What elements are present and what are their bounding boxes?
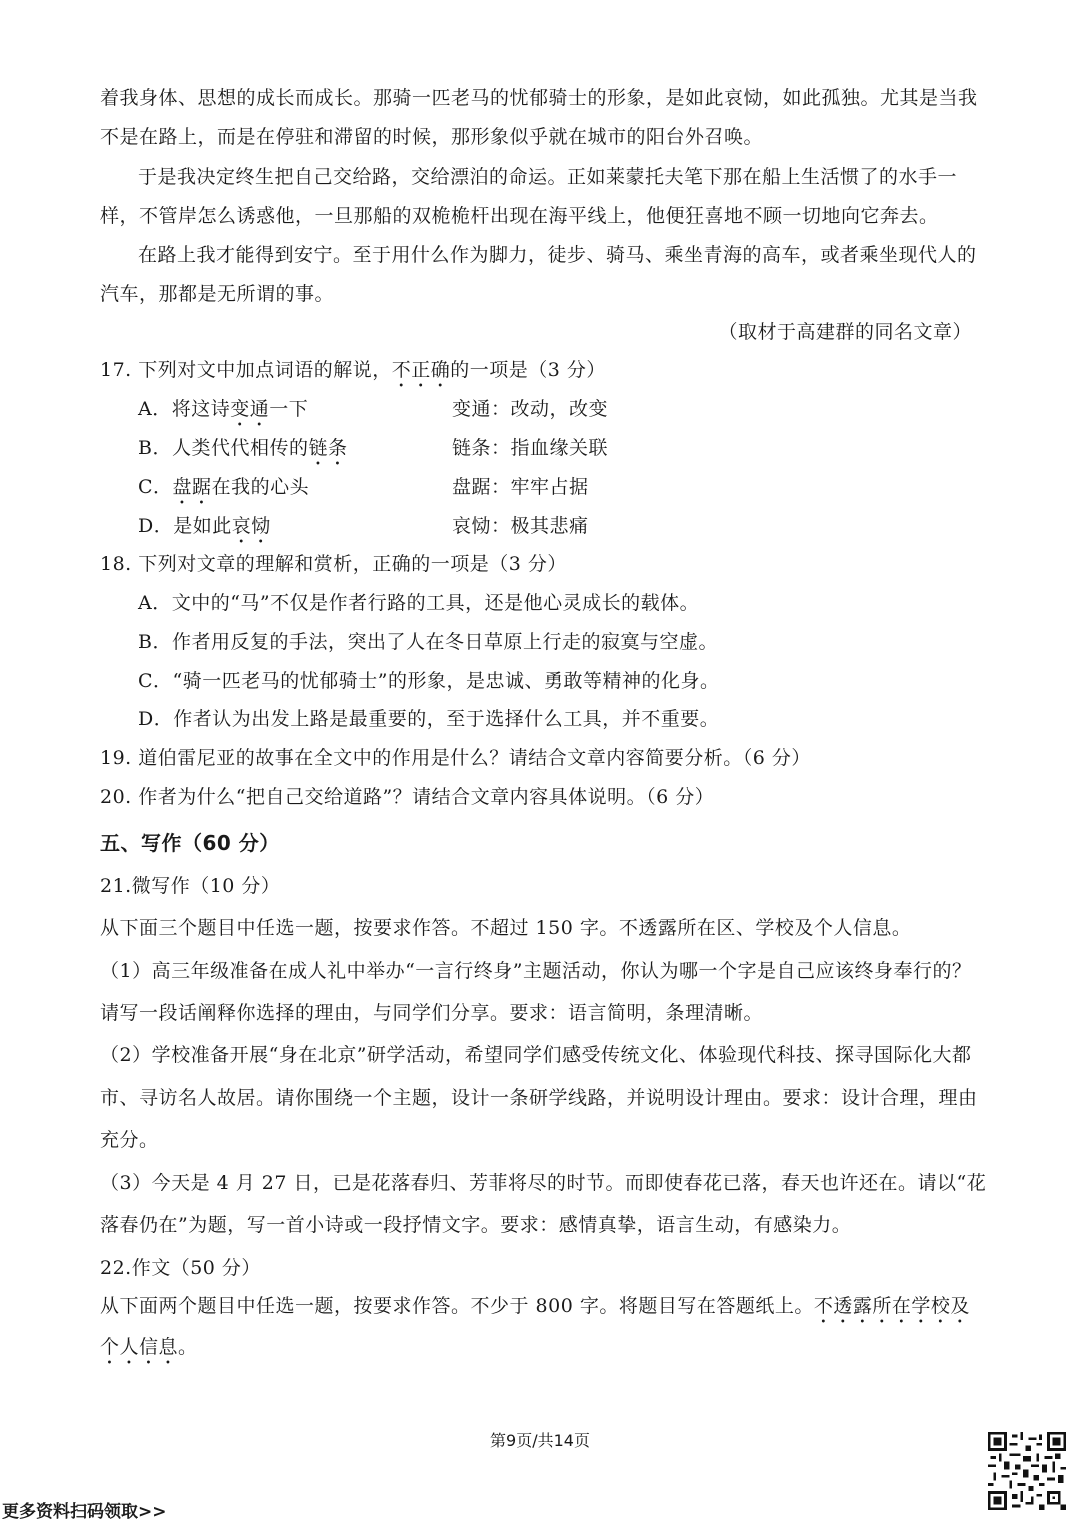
question-21-item-2: 市、寻访名人故居。请你围绕一个主题，设计一条研学线路，并说明设计理由。要求：设计合理，理由 bbox=[100, 1087, 978, 1109]
question-21-title: 21.微写作（10 分） bbox=[100, 875, 281, 897]
passage-line: 不是在路上，而是在停驻和滞留的时候，那形象似乎就在城市的阳台外召唤。 bbox=[100, 126, 764, 148]
passage-line: 于是我决定终生把自己交给路，交给漂泊的命运。正如莱蒙托夫笔下那在船上生活惯了的水手一 bbox=[138, 166, 958, 188]
passage-line: 着我身体、思想的成长而成长。那骑一匹老马的忧郁骑士的形象，是如此哀恸，如此孤独。尤其是当我 bbox=[100, 87, 978, 109]
exam-page: 着我身体、思想的成长而成长。那骑一匹老马的忧郁骑士的形象，是如此哀恸，如此孤独。尤其是当我 不是在路上，而是在停驻和滞留的时候，那形象似乎就在城市的阳台外召唤。 于是我决定终生把自己交给路，交给漂泊的命运。正如莱蒙托夫笔下那在船上生活惯了的水手一 样，不管岸怎么诱惑他，一旦那船的双桅桅杆出现在海平线上，他便狂喜地不顾一切地向它奔去。 在路上我才能得到安宁。至于用什么作为脚力，徒步、骑马、乘坐青海的高车，或者乘坐现代人的 汽车，那都是无所谓的事。 （取材于高建群的同名文章） 17. 下列对文中加点词语的解说，不正确的一项是（3 分） A．将这诗变通一下 变通：改动，改变 B．人类代代相传的链条 链条：指血缘关联 C．盘踞在我的心头 盘踞：牢牢占据 D．是如此哀恸 哀恸：极其悲痛 18. 下列对文章的理解和赏析，正确的一项是（3 分） A．文中的“马”不仅是作者行路的工具，还是他心灵成长的载体。 B．作者用反复的手法，突出了人在冬日草原上行走的寂寞与空虚。 C．“骑一匹老马的忧郁骑士”的形象，是忠诚、勇敢等精神的化身。 D．作者认为出发上路是最重要的，至于选择什么工具，并不重要。 19. 道伯雷尼亚的故事在全文中的作用是什么？请结合文章内容简要分析。（6 分） 20. 作者为什么“把自己交给道路”？请结合文章内容具体说明。（6 分） 五、写作（60 分） 21.微写作（10 分） 从下面三个题目中任选一题，按要求作答。不超过 150 字。不透露所在区、学校及个人信息。 （1）高三年级准备在成人礼中举办“一言行终身”主题活动，你认为哪一个字是自己应该终身奉行的？ 请写一段话阐释你选择的理由，与同学们分享。要求：语言简明，条理清晰。 （2）学校准备开展“身在北京”研学活动，希望同学们感受传统文化、体验现代科技、探寻国际化大都 市、寻访名人故居。请你围绕一个主题，设计一条研学线路，并说明设计理由。要求：设计合理，理由 充分。 （3）今天是 4 月 27 日，已是花落春归、芳菲将尽的时节。而即使春花已落，春天也许还在。请以“花 落春仍在”为题，写一首小诗或一段抒情文字。要求：感情真挚，语言生动，有感染力。 22.作文（50 分） 从下面两个题目中任选一题，按要求作答。不少于 800 字。将题目写在答题纸上。不透露所在学校及 个人信息。 第9页/共14页 更多资料扫码领取>> bbox=[0, 0, 1080, 1527]
question-18-option-b: B．作者用反复的手法，突出了人在冬日草原上行走的寂寞与空虚。 bbox=[138, 631, 718, 653]
question-19: 19. 道伯雷尼亚的故事在全文中的作用是什么？请结合文章内容简要分析。（6 分） bbox=[100, 747, 811, 769]
question-20: 20. 作者为什么“把自己交给道路”？请结合文章内容具体说明。（6 分） bbox=[100, 786, 715, 808]
promo-text: 更多资料扫码领取>> bbox=[2, 1502, 167, 1522]
question-18-option-c: C．“骑一匹老马的忧郁骑士”的形象，是忠诚、勇敢等精神的化身。 bbox=[138, 670, 720, 692]
question-21-item-2: 充分。 bbox=[100, 1129, 159, 1151]
qr-code-icon bbox=[988, 1432, 1066, 1510]
question-17-stem: 17. 下列对文中加点词语的解说，不正确的一项是（3 分） bbox=[100, 359, 606, 381]
question-21-item-2: （2）学校准备开展“身在北京”研学活动，希望同学们感受传统文化、体验现代科技、探寻国际化大都 bbox=[100, 1044, 972, 1066]
question-22-intro: 个人信息。 bbox=[100, 1336, 198, 1358]
question-21-item-3: （3）今天是 4 月 27 日，已是花落春归、芳菲将尽的时节。而即使春花已落，春天也许还在。请以“花 bbox=[100, 1172, 987, 1194]
question-21-item-1: （1）高三年级准备在成人礼中举办“一言行终身”主题活动，你认为哪一个字是自己应该终身奉行的？ bbox=[100, 960, 972, 982]
question-21-item-3: 落春仍在”为题，写一首小诗或一段抒情文字。要求：感情真挚，语言生动，有感染力。 bbox=[100, 1214, 852, 1236]
passage-source: （取材于高建群的同名文章） bbox=[718, 321, 972, 343]
passage-line: 样，不管岸怎么诱惑他，一旦那船的双桅桅杆出现在海平线上，他便狂喜地不顾一切地向它奔去。 bbox=[100, 205, 939, 227]
passage-line: 在路上我才能得到安宁。至于用什么作为脚力，徒步、骑马、乘坐青海的高车，或者乘坐现代人的 bbox=[138, 244, 977, 266]
question-21-intro: 从下面三个题目中任选一题，按要求作答。不超过 150 字。不透露所在区、学校及个人信息。 bbox=[100, 917, 912, 939]
passage-line: 汽车，那都是无所谓的事。 bbox=[100, 283, 335, 305]
section-5-heading: 五、写作（60 分） bbox=[100, 831, 280, 855]
question-18-option-d: D．作者认为出发上路是最重要的，至于选择什么工具，并不重要。 bbox=[138, 708, 720, 730]
question-22-title: 22.作文（50 分） bbox=[100, 1257, 261, 1279]
question-18-option-a: A．文中的“马”不仅是作者行路的工具，还是他心灵成长的载体。 bbox=[138, 592, 700, 614]
question-22-intro: 从下面两个题目中任选一题，按要求作答。不少于 800 字。将题目写在答题纸上。不透露所在学校及 bbox=[100, 1295, 970, 1317]
question-21-item-1: 请写一段话阐释你选择的理由，与同学们分享。要求：语言简明，条理清晰。 bbox=[100, 1002, 764, 1024]
page-number: 第9页/共14页 bbox=[490, 1431, 590, 1450]
question-18-stem: 18. 下列对文章的理解和赏析，正确的一项是（3 分） bbox=[100, 553, 567, 575]
